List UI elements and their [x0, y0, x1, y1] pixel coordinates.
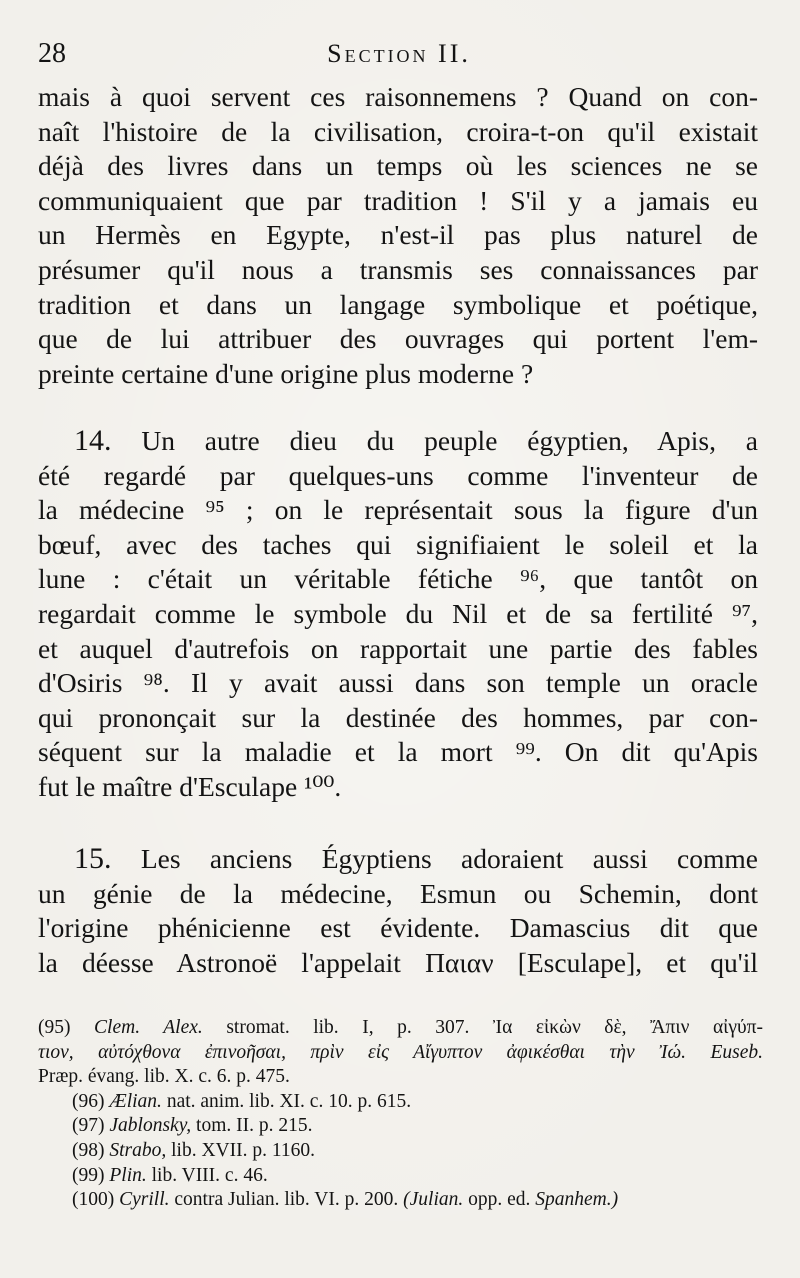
footnote-text: opp. ed.	[468, 1189, 531, 1211]
text-line: séquent sur la maladie et la mort ⁹⁹. On dit qu'Apis	[38, 736, 758, 768]
running-head: Section II.	[327, 39, 471, 68]
footnote-marker: (97)	[72, 1115, 105, 1137]
footnote-author: Jablonsky,	[109, 1115, 192, 1137]
footnote-95	[38, 1016, 763, 1041]
footnote-author: Plin.	[109, 1164, 147, 1186]
text-line: tradition et dans un langage symbolique et poétique,	[38, 288, 758, 320]
footnote-text: tom. II. p. 215.	[196, 1115, 313, 1137]
footnote-marker: (95)	[38, 1017, 71, 1038]
text-line: et auquel d'autrefois on rapportait une partie des fables	[38, 632, 758, 664]
text-line: bœuf, avec des taches qui signifiaient le soleil et la	[38, 528, 758, 560]
text-line: un Hermès en Egypte, n'est-il pas plus naturel de	[38, 219, 758, 251]
footnote-marker: (98)	[72, 1139, 105, 1161]
footnote-marker: (100)	[72, 1189, 115, 1211]
footnote-author: Euseb.	[710, 1041, 763, 1063]
footnote-text: lib. XVII. p. 1160.	[171, 1139, 316, 1161]
text-line: été regardé par quelques-uns comme l'inventeur de	[38, 459, 758, 491]
footnote-author: Spanhem.)	[535, 1189, 619, 1211]
footnote-text: lib. VIII. c. 46.	[151, 1164, 268, 1186]
footnote-author: Clem. Alex.	[94, 1017, 203, 1038]
footnote-text: τιον, αὐτόχθονα ἐπινοῆσαι, πρὶν εἰς Αἴγυπτον ἀφικέσθαι τὴν Ἰώ.	[38, 1041, 687, 1063]
text-line: d'Osiris ⁹⁸. Il y avait aussi dans son temple un oracle	[38, 667, 758, 699]
text-line: lune : c'était un véritable fétiche ⁹⁶, que tantôt on	[38, 563, 758, 595]
footnote-100	[38, 1188, 763, 1213]
footnote-95-continued	[38, 1041, 763, 1066]
text-line: la médecine ⁹⁵ ; on le représentait sous la figure d'un	[38, 494, 758, 526]
footnote-text: stromat. lib. I, p. 307. Ἰα εἰκὼν δὲ, Ἄπιν αἰγύπ-	[226, 1017, 763, 1038]
footnote-99	[38, 1164, 763, 1189]
section-number: 15.	[74, 842, 112, 875]
text-line: fut le maître d'Esculape ¹⁰⁰.	[38, 770, 342, 802]
text-line: un génie de la médecine, Esmun ou Schemin, dont	[38, 877, 758, 909]
text-line: déjà des livres dans un temps où les sciences ne se	[38, 150, 758, 182]
text-line: Un autre dieu du peuple égyptien, Apis, a	[141, 425, 758, 456]
text-line-first	[38, 424, 758, 459]
text-line: l'origine phénicienne est évidente. Damascius dit que	[38, 912, 758, 944]
footnote-96	[38, 1090, 763, 1115]
paragraph-continuation	[38, 80, 758, 391]
footnote-text: nat. anim. lib. XI. c. 10. p. 615.	[166, 1090, 412, 1112]
text-line-first	[38, 842, 758, 877]
text-line: la déesse Astronoë l'appelait Παιαν [Esculape], et qu'il	[38, 946, 758, 978]
footnote-author: (Julian.	[403, 1189, 464, 1211]
text-line: mais à quoi servent ces raisonnemens ? Quand on con-	[38, 81, 758, 112]
text-line: Les anciens Égyptiens adoraient aussi comme	[140, 843, 758, 874]
footnote-author: Cyrill.	[119, 1189, 170, 1211]
section-number: 14.	[74, 424, 112, 457]
footnote-marker: (99)	[72, 1164, 105, 1186]
footnote-author: Strabo,	[109, 1139, 167, 1161]
footnote-text: contra Julian. lib. VI. p. 200.	[174, 1189, 399, 1211]
footnote-98	[38, 1139, 763, 1164]
text-line: présumer qu'il nous a transmis ses connaissances par	[38, 253, 758, 285]
footnote-95-continued: Præp. évang. lib. X. c. 6. p. 475.	[38, 1066, 290, 1088]
text-line: qui prononçait sur la destinée des hommes, par con-	[38, 701, 758, 733]
footnotes	[38, 1016, 763, 1213]
footnote-97	[38, 1114, 763, 1139]
page-header	[38, 34, 760, 74]
paragraph-14	[38, 424, 758, 805]
page-number: 28	[38, 38, 66, 69]
footnote-marker: (96)	[72, 1090, 105, 1112]
paragraph-15	[38, 842, 758, 980]
text-line: que de lui attribuer des ouvrages qui portent l'em-	[38, 323, 758, 355]
text-line: preinte certaine d'une origine plus moderne ?	[38, 357, 534, 389]
text-line: communiquaient que par tradition ! S'il y a jamais eu	[38, 184, 758, 216]
text-line: naît l'histoire de la civilisation, croira-t-on qu'il existait	[38, 115, 758, 147]
footnote-author: Ælian.	[109, 1090, 162, 1112]
text-line: regardait comme le symbole du Nil et de sa fertilité ⁹⁷,	[38, 597, 758, 629]
